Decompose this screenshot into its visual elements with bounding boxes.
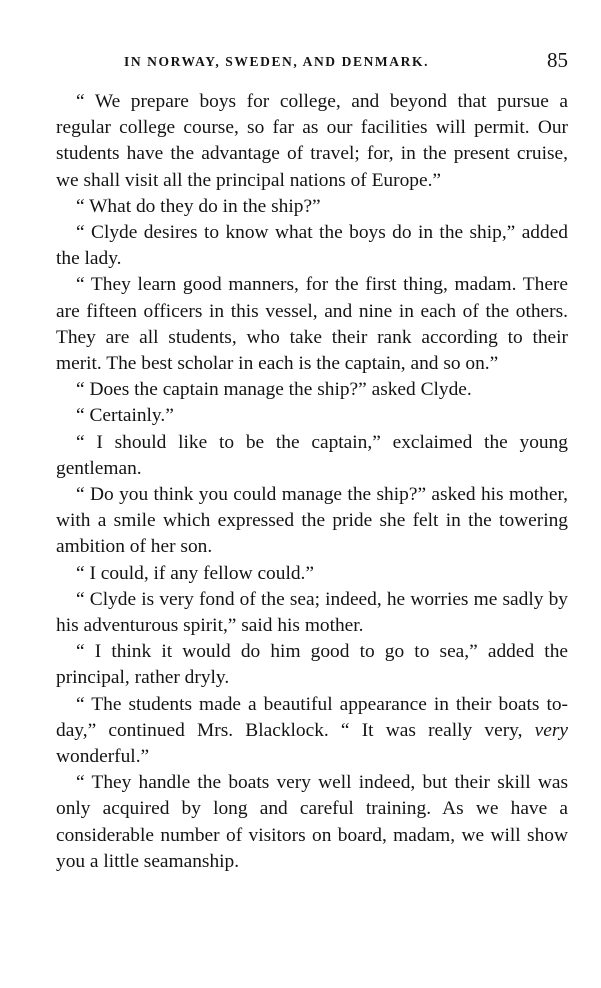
body-text [56,89,568,875]
paragraph: “ What do they do in the ship?” [76,195,321,217]
paragraph: “ They handle the boats very well indeed, but their skill was only acquired by long and careful training. As we have a considerable number of visitors on board, madam, we will show you a little seamanship. [56,772,568,872]
running-header [56,48,568,74]
paragraph: “ Do you think you could manage the ship?” asked his mother, with a smile which expressed the pride she felt in the towering ambition of her son. [56,484,568,558]
paragraph: “ Clyde is very fond of the sea; indeed, he worries me sadly by his adventurous spirit,” said his mother. [56,588,568,637]
paragraph: “ I should like to be the captain,” exclaimed the young gentleman. [56,431,568,479]
paragraph: “ We prepare boys for college, and beyond that pursue a regular college course, so far as our facilities will permit. Our students have the advantage of travel; for, in the present cruise, we shall visit all the principal nations of Europe.” [56,91,568,191]
paragraph: “ Clyde desires to know what the boys do in the ship,” added the lady. [56,222,568,270]
paragraph-with-emphasis [56,692,568,771]
page-number: 85 [547,48,568,72]
paragraph: “ I could, if any fellow could.” [76,562,314,584]
paragraph: “ Certainly.” [76,405,174,427]
paragraph: “ They learn good manners, for the first thing, madam. There are fifteen officers in this vessel, and nine in each of the others. They are all students, who take their rank according to their merit. The best scholar in each is the captain, and so on.” [56,274,568,375]
paragraph: “ Does the captain manage the ship?” asked Clyde. [76,379,472,401]
running-title: IN NORWAY, SWEDEN, AND DENMARK. [124,54,430,69]
paragraph-text: “ The students made a beautiful appearance in their boats to-day,” continued Mrs. Blacklock. “ It was really very, [56,693,568,741]
italic-emphasis: very [534,719,568,741]
paragraph-tail: wonderful.” [56,746,150,768]
paragraph: “ I think it would do him good to go to sea,” added the principal, rather dryly. [56,641,568,689]
